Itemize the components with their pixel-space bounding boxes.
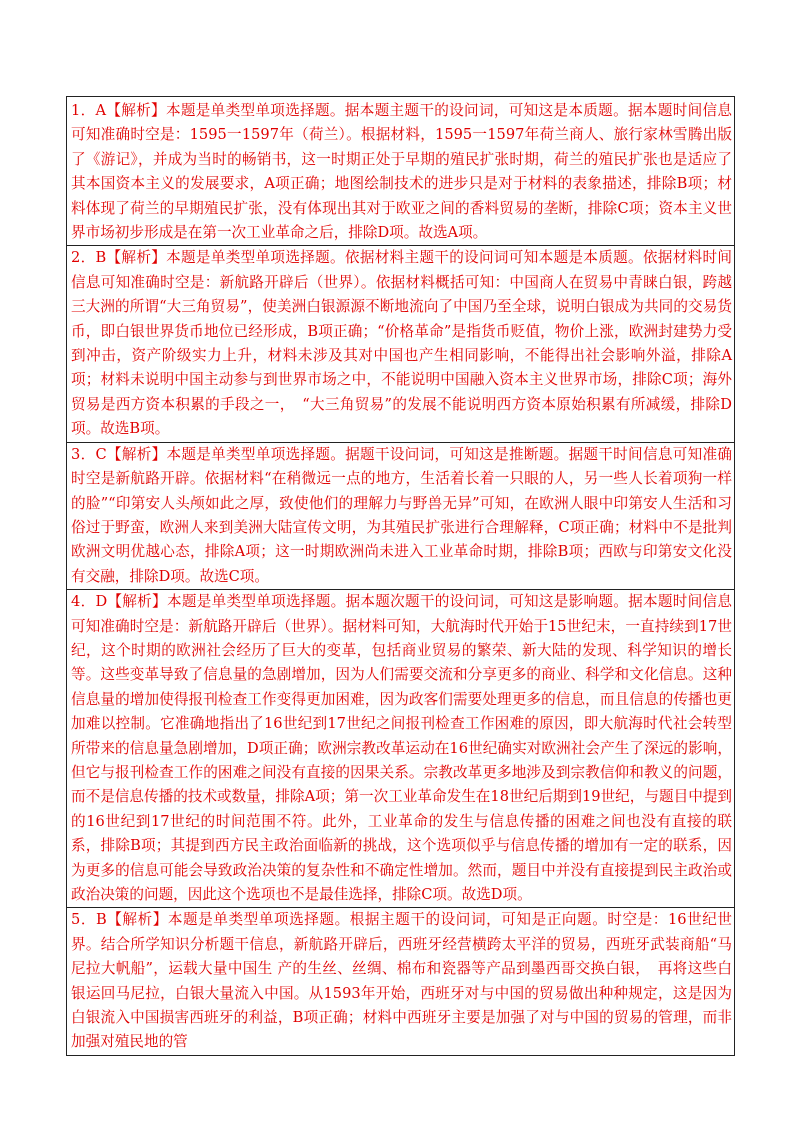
answer-text: 2．B【解析】本题是单类型单项选择题。依据材料主题干的设问词可知本题是本质题。依据材料时间信息可知准确时空是：新航路开辟后（世界）。依据材料概括可知：中国商人在贸易中青睐白银，跨越三大洲的所谓“大三角贸易”，使美洲白银源源不断地流向了中国乃至全球，说明白银成为共同的交易货币，即白银世界货币地位已经形成，B项正确；“价格革命”是指货币贬值，物价上涨，欧洲封建势力受到冲击，资产阶级实力上升，材料未涉及其对中国也产生相同影响，不能得出社会影响外溢，排除A项；材料未说明中国主动参与到世界市场之中，不能说明中国融入资本主义世界市场，排除C项；海外贸易是西方资本积累的手段之一， “大三角贸易”的发展不能说明西方资本原始积累有所减缓，排除D项。故选B项。 xyxy=(71,249,732,438)
answer-row xyxy=(67,97,735,246)
answer-text: 1．A【解析】本题是单类型单项选择题。据本题主题干的设问词，可知这是本质题。据本题时间信息可知准确时空是：1595一1597年（荷兰）。根据材料，1595一1597年荷兰商人、旅行家林雪腾出版了《游记》，并成为当时的畅销书，这一时期正处于早期的殖民扩张时期，荷兰的殖民扩张也是适应了其本国资本主义的发展要求，A项正确；地图绘制技术的进步只是对于材料的表象描述，排除B项；材料体现了荷兰的早期殖民扩张，没有体现出其对于欧亚之间的香料贸易的垄断，排除C项；资本主义世界市场初步形成是在第一次工业革命之后，排除D项。故选A项。 xyxy=(71,102,732,242)
answer-row xyxy=(67,246,735,442)
answer-analysis-table xyxy=(66,96,735,1056)
answer-text: 3．C【解析】本题是单类型单项选择题。据题干设问词，可知这是推断题。据题干时间信息可知准确时空是新航路开辟。依据材料“在稍微远一点的地方，生活着长着一只眼的人，另一些人长着项狗一样的脸”“印第安人头颅如此之厚，致使他们的理解力与野兽无异”可知，在欧洲人眼中印第安人生活和习俗过于野蛮，欧洲人来到美洲大陆宣传文明，为其殖民扩张进行合理解释，C项正确；材料中不是批判欧洲文明优越心态，排除A项；这一时期欧洲尚未进入工业革命时期，排除B项；西欧与印第安文化没有交融，排除D项。故选C项。 xyxy=(71,445,732,585)
answer-row xyxy=(67,442,735,589)
answer-cell xyxy=(67,908,735,1055)
answer-text: 4．D【解析】本题是单类型单项选择题。据本题次题干的设问词，可知这是影响题。据本题时间信息可知准确时空是：新航路开辟后（世界）。据材料可知，大航海时代开始于15世纪末，一直持续到17世纪，这个时期的欧洲社会经历了巨大的变革，包括商业贸易的繁荣、新大陆的发现、科学知识的增长等。这些变革导致了信息量的急剧增加，因为人们需要交流和分享更多的商业、科学和文化信息。这种信息量的增加使得报刊检查工作变得更加困难，因为政客们需要处理更多的信息，而且信息的传播也更加难以控制。它准确地指出了16世纪到17世纪之间报刊检查工作困难的原因，即大航海时代社会转型所带来的信息量急剧增加，D项正确；欧洲宗教改革运动在16世纪确实对欧洲社会产生了深远的影响，但它与报刊检查工作的困难之间没有直接的因果关系。宗教改革更多地涉及到宗教信仰和教义的问题，而不是信息传播的技术或数量，排除A项；第一次工业革命发生在18世纪后期到19世纪，与题目中提到的16世纪到17世纪的时间范围不符。此外，工业革命的发生与信息传播的困难之间也没有直接的联系，排除B项；其提到西方民主政治面临新的挑战，这个选项似乎与信息传播的增加有一定的联系，因为更多的信息可能会导致政治决策的复杂性和不确定性增加。然而，题目中并没有直接提到民主政治或政治决策的问题，因此这个选项也不是最佳选择，排除C项。故选D项。 xyxy=(71,593,732,903)
answer-cell xyxy=(67,97,735,246)
answer-row xyxy=(67,908,735,1055)
answer-cell xyxy=(67,442,735,589)
answer-cell xyxy=(67,590,735,908)
answer-text: 5．B【解析】本题是单类型单项选择题。根据主题干的设问词，可知是正向题。时空是：16世纪世界。结合所学知识分析题干信息，新航路开辟后，西班牙经营横跨太平洋的贸易，西班牙武装商船“马尼拉大帆船”，运载大量中国生 产的生丝、丝绸、棉布和瓷器等产品到墨西哥交换白银， 再将这些白银运回马尼拉，白银大量流入中国。从1593年开始，西班牙对与中国的贸易做出种种规定，这是因为白银流入中国损害西班牙的利益，B项正确；材料中西班牙主要是加强了对与中国的贸易的管理，而非加强对殖民地的管 xyxy=(71,911,732,1051)
answer-cell xyxy=(67,246,735,442)
answer-row xyxy=(67,590,735,908)
